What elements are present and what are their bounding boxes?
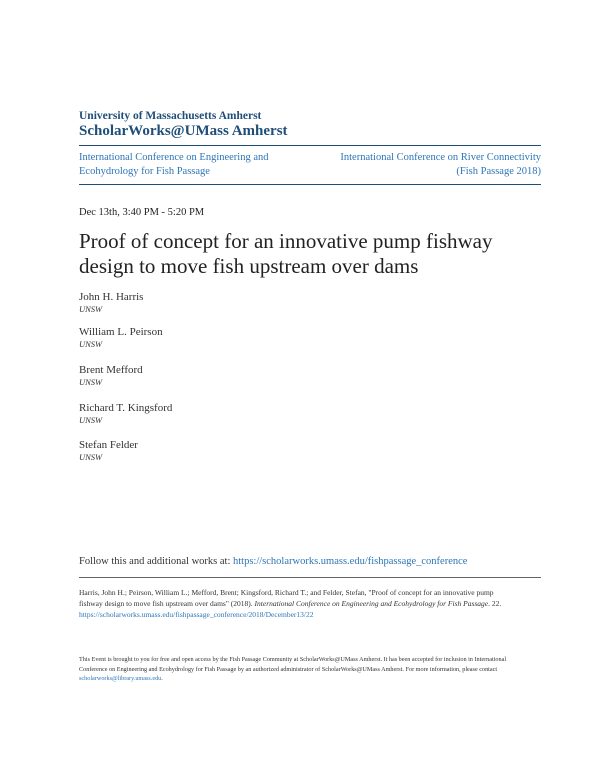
follow-text: Follow this and additional works at: [79,556,233,567]
contact-email-link[interactable]: scholarworks@library.umass.edu [79,675,162,682]
header-divider-top [79,145,541,146]
session-time: Dec 13th, 3:40 PM - 5:20 PM [79,207,205,218]
follow-link[interactable]: https://scholarworks.umass.edu/fishpassage_conference [233,556,468,567]
collection-left-line-1: International Conference on Engineering and [79,152,269,163]
author-5 [79,439,138,462]
citation-authors: Harris, John H.; Peirson, William L.; Mefford, Brent; Kingsford, Richard T.; and Felder, Stefan, "Proof of concept for an innovative pump fishway design to move fish upstream over dams" (2018). [79,588,494,608]
citation-link[interactable]: https://scholarworks.umass.edu/fishpassage_conference/2018/December13/22 [79,610,314,619]
collection-right-line-2: (Fish Passage 2018) [456,166,541,177]
follow-line [79,556,467,567]
author-name: John H. Harris [79,291,144,303]
author-affiliation: UNSW [79,339,103,349]
collection-left-line-2: Ecohydrology for Fish Passage [79,166,210,177]
notice-text: This Event is brought to you for free and open access by the Fish Passage Community at ScholarWorks@UMass Amherst. It has been accepted for inclusion in International Conference on Engineering and Ecohydrology for Fish Passage by an authorized administrator of ScholarWorks@UMass Amherst. For more information, please contact [79,656,507,673]
header-divider-bottom [79,184,541,185]
collection-right-line-1: International Conference on River Connectivity [340,152,541,163]
author-affiliation: UNSW [79,452,103,462]
author-name: William L. Peirson [79,326,163,338]
collection-link-left[interactable] [79,151,309,179]
author-name: Richard T. Kingsford [79,402,173,414]
author-name: Brent Mefford [79,364,143,376]
notice-end: . [161,675,163,682]
institution-name: University of Massachusetts Amherst [79,110,262,122]
paper-title [79,229,519,279]
title-line-2: design to move fish upstream over dams [79,254,419,278]
author-4 [79,402,172,425]
author-1 [79,291,143,314]
citation-divider [79,577,541,578]
author-3 [79,364,143,387]
citation-number: . 22. [488,599,502,608]
author-affiliation: UNSW [79,377,103,387]
collection-link-right[interactable] [301,151,541,179]
access-notice [79,655,519,684]
author-name: Stefan Felder [79,439,138,451]
author-affiliation: UNSW [79,304,103,314]
author-affiliation: UNSW [79,415,103,425]
repository-name[interactable]: ScholarWorks@UMass Amherst [79,123,288,139]
author-2 [79,326,163,349]
title-line-1: Proof of concept for an innovative pump fishway [79,229,493,253]
citation-venue: International Conference on Engineering and Ecohydrology for Fish Passage [254,599,489,608]
citation-block [79,587,519,620]
